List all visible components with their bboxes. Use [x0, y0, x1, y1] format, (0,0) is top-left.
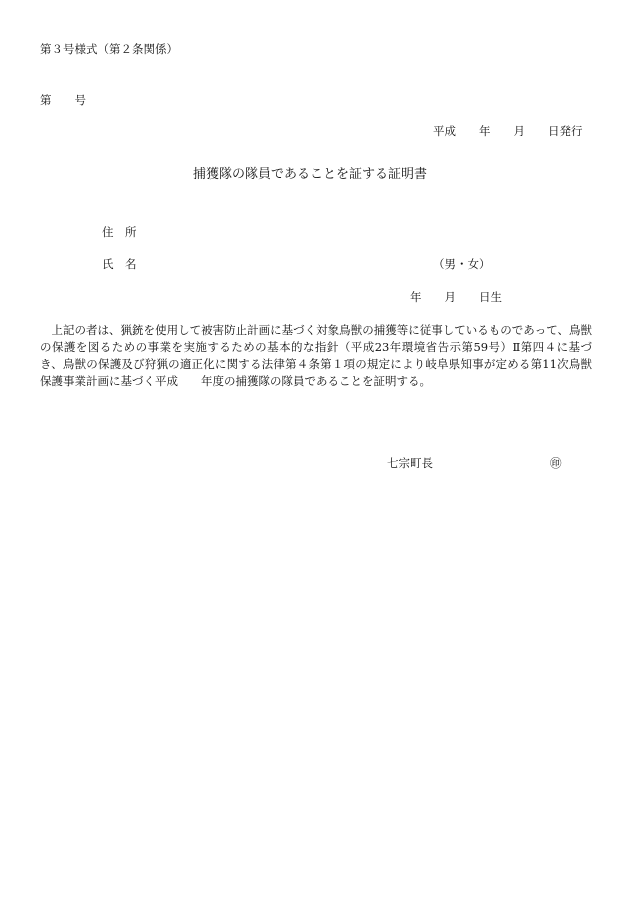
- mayor-title: 七宗町長: [387, 456, 433, 470]
- address-label: 住 所: [102, 225, 137, 239]
- name-label: 氏 名: [102, 257, 137, 271]
- seal-mark: ㊞: [550, 456, 562, 470]
- gender-field: （男・女）: [433, 257, 491, 271]
- form-number: 第３号様式（第２条関係）: [40, 42, 178, 56]
- document-title: 捕獲隊の隊員であることを証する証明書: [193, 167, 428, 182]
- birth-date: 年 月 日生: [410, 290, 502, 304]
- issue-date: 平成 年 月 日発行: [433, 124, 583, 138]
- certificate-number: 第 号: [40, 93, 86, 107]
- certification-body: 上記の者は、猟銃を使用して被害防止計画に基づく対象鳥獣の捕獲等に従事しているものであって、鳥獣の保護を図るための事業を実施するための基本的な指針（平成23年環境省告示第59号）Ⅱ第四４に基づき、鳥獣の保護及び狩猟の適正化に関する法律第４条第１項の規定により岐阜県知事が定める第11次鳥獣保護事業計画に基づく平成 年度の捕獲隊の隊員であることを証明する。: [40, 323, 592, 388]
